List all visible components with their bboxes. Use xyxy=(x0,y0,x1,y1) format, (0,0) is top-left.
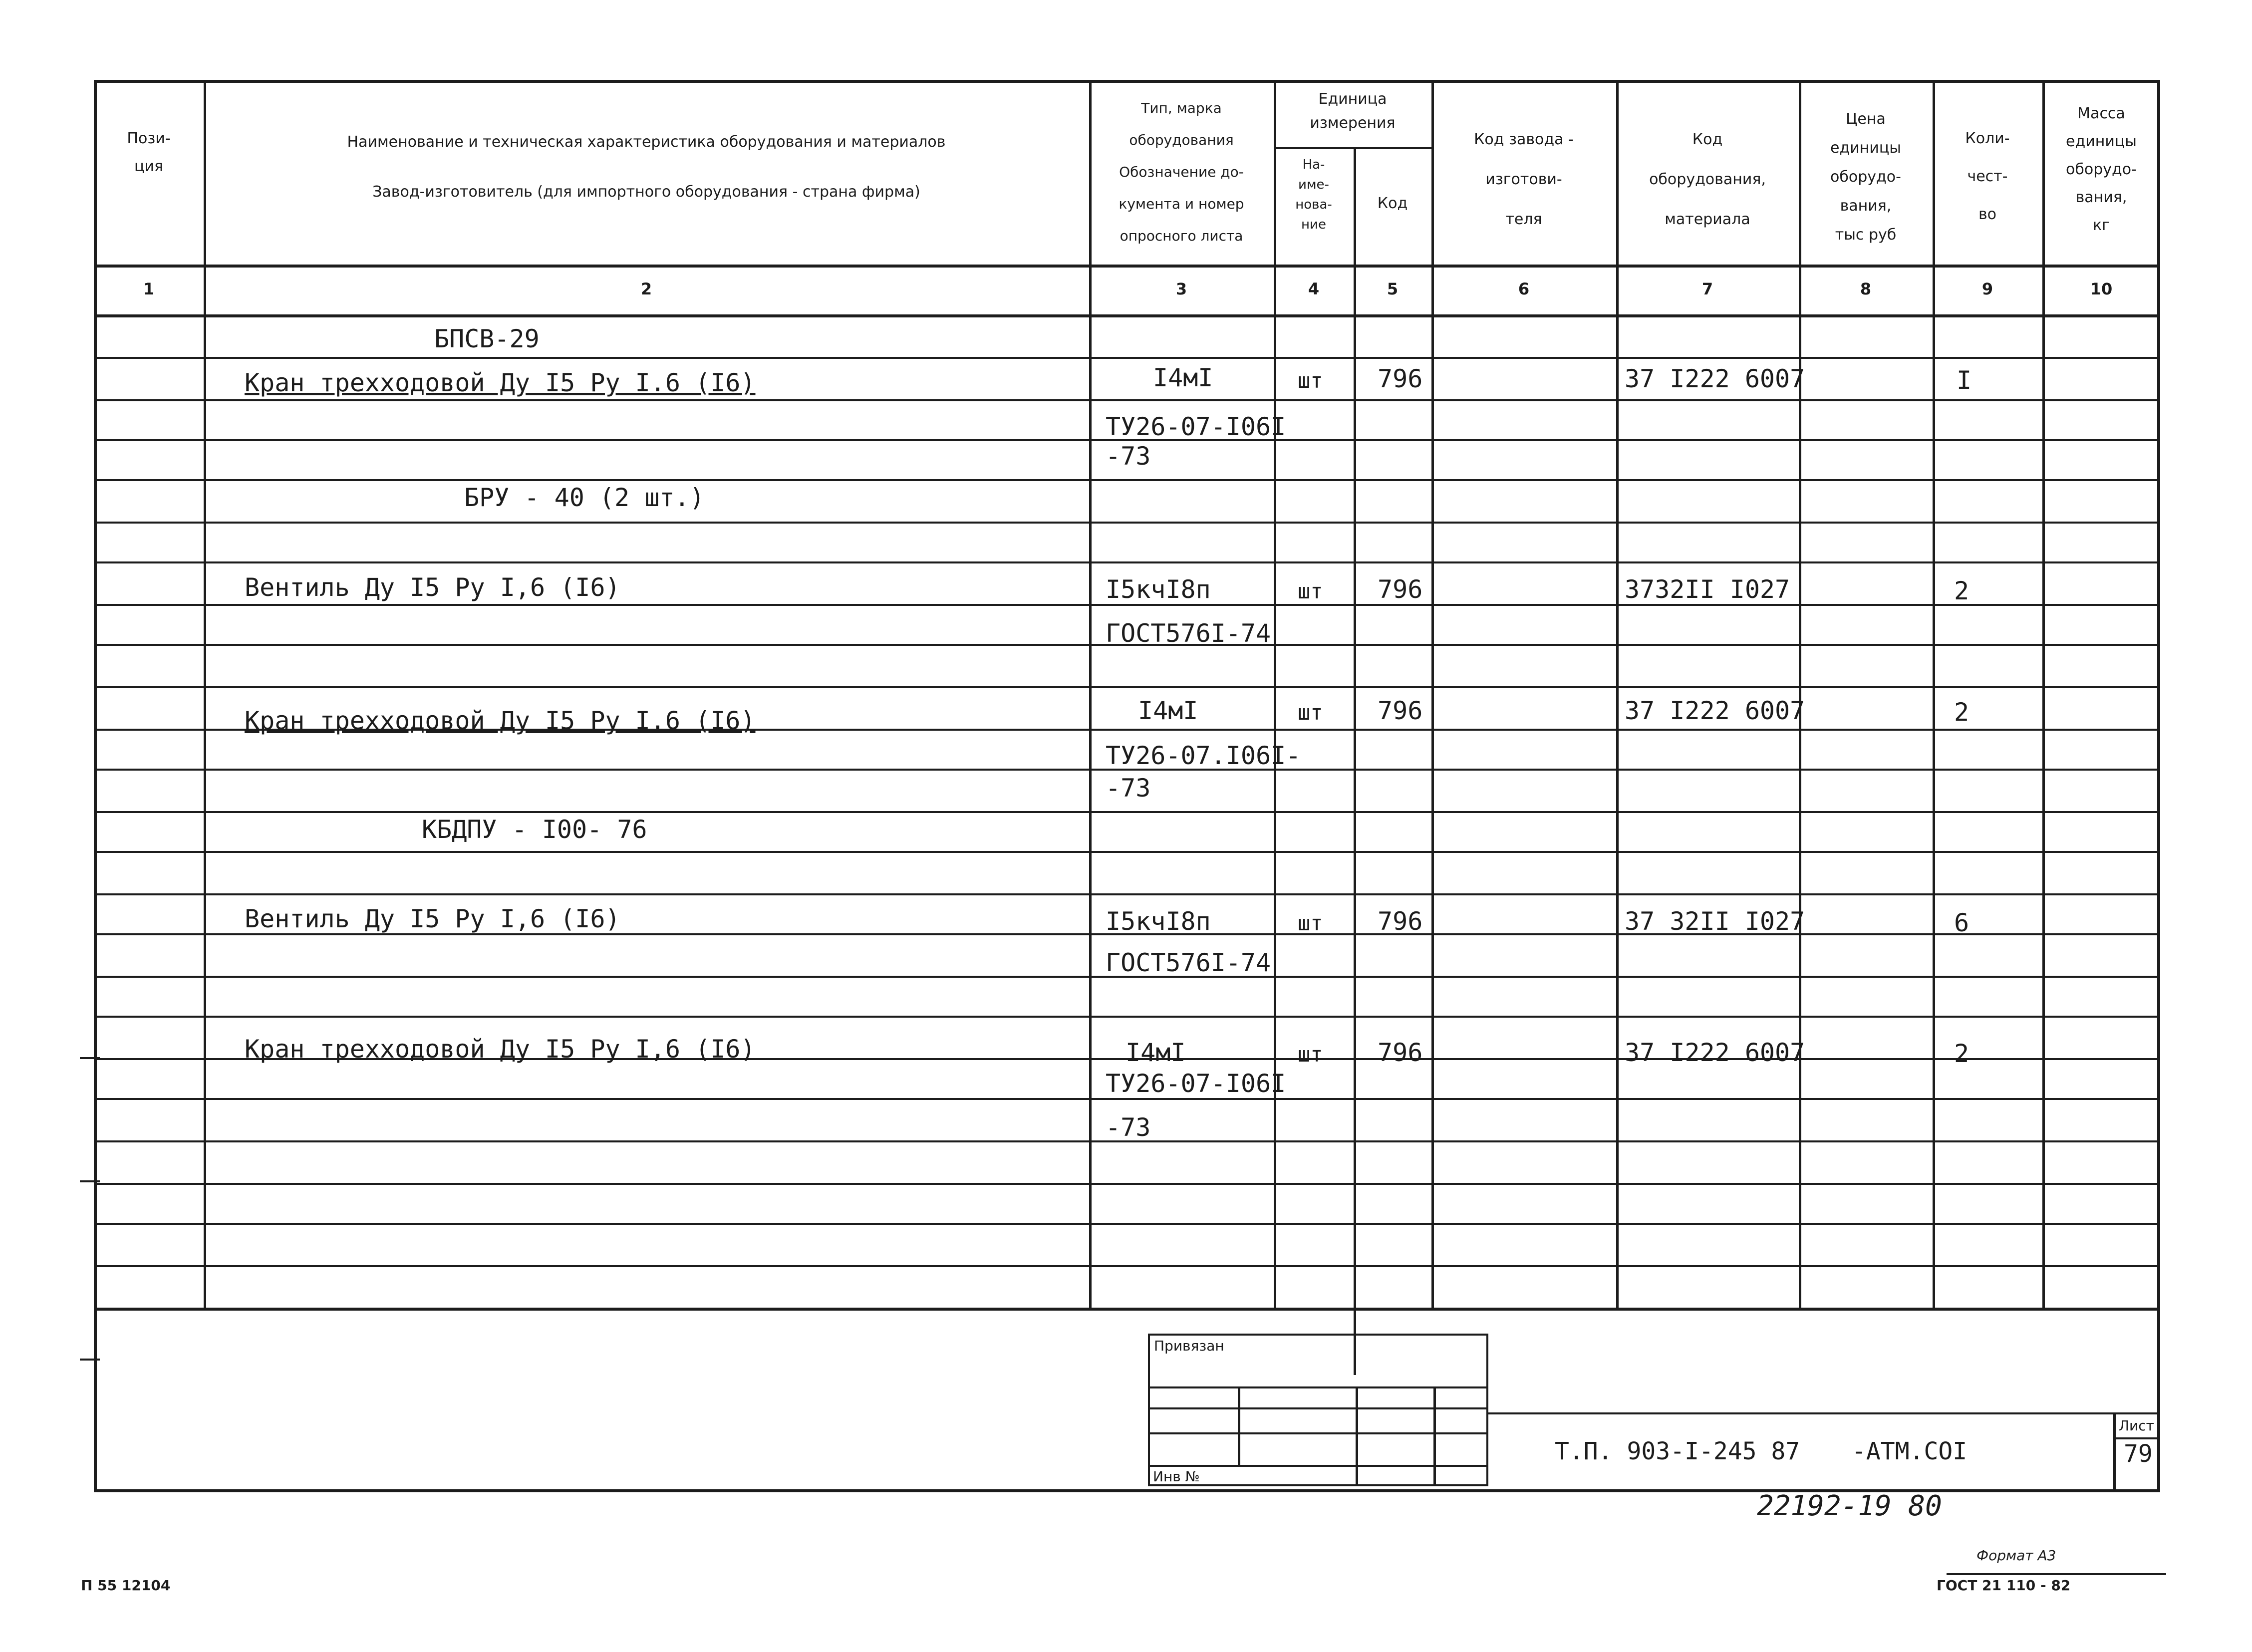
row-2-type: I4мI xyxy=(1153,363,1213,392)
row-19-type: ТУ26-07-I06I xyxy=(1106,1069,1286,1098)
col-number-5: 5 xyxy=(1387,279,1399,298)
row-15-code: 796 xyxy=(1378,907,1423,936)
row-18-qty: 2 xyxy=(1954,1039,1970,1068)
header-position: Пози- ция xyxy=(127,130,171,175)
header-maker-code: Код завода - изготови- теля xyxy=(1474,131,1574,228)
row-7-qty: 2 xyxy=(1954,576,1970,605)
document-code: Т.П. 903-I-245 87 xyxy=(1555,1437,1800,1465)
stamp-inv-label: Инв № xyxy=(1153,1468,1200,1485)
row-10-code: 796 xyxy=(1378,696,1423,725)
row-2-unit: шт xyxy=(1298,368,1323,393)
col-number-10: 10 xyxy=(2090,279,2113,298)
row-8-type: ГОСТ576I-74 xyxy=(1106,619,1271,648)
row-15-unit: шт xyxy=(1298,911,1323,935)
header-mass: Масса единицы оборудо- вания, кг xyxy=(2066,105,2137,234)
row-15-qty: 6 xyxy=(1954,908,1970,937)
col-number-3: 3 xyxy=(1175,279,1187,298)
archive-number: 22192-19 80 xyxy=(1757,1490,1942,1522)
row-10-qty: 2 xyxy=(1954,698,1970,727)
col-number-1: 1 xyxy=(143,279,155,298)
row-5-name: БРУ - 40 (2 шт.) xyxy=(464,483,705,512)
row-15-type: I5кчI8п xyxy=(1106,907,1211,936)
header-unit-code: Код xyxy=(1377,195,1408,212)
margin-tick xyxy=(80,1359,100,1361)
row-12-type: -73 xyxy=(1106,774,1151,803)
footer-left: П 55 12104 xyxy=(81,1577,171,1594)
footer-gost: ГОСТ 21 110 - 82 xyxy=(1937,1577,2071,1594)
row-11-type: ТУ26-07.I06I- xyxy=(1106,741,1301,770)
sheet-label: Лист xyxy=(2119,1417,2154,1434)
margin-tick xyxy=(80,1057,100,1059)
row-20-type: -73 xyxy=(1106,1113,1151,1142)
col-number-2: 2 xyxy=(640,279,652,298)
row-10-unit: шт xyxy=(1298,700,1323,725)
row-18-type: I4мI xyxy=(1126,1038,1186,1067)
row-7-mcode: 3732II I027 xyxy=(1625,575,1790,604)
stamp-privyazan-box xyxy=(1148,1334,1488,1486)
row-10-type: I4мI xyxy=(1138,696,1198,725)
row-2-code: 796 xyxy=(1378,364,1423,393)
row-18-name: Кран трехходовой Ду I5 Ру I,6 (I6) xyxy=(245,1035,756,1064)
row-10-name: Кран трехходовой Ду I5 Ру I.6 (I6) xyxy=(245,706,756,735)
row-10-mcode: 37 I222 6007 xyxy=(1625,696,1805,725)
col-number-6: 6 xyxy=(1518,279,1530,298)
row-15-name: Вентиль Ду I5 Ру I,6 (I6) xyxy=(245,904,620,933)
header-unit: Единица измерения xyxy=(1310,90,1396,132)
header-material-code: Код оборудования, материала xyxy=(1649,131,1766,228)
row-4-type: -73 xyxy=(1106,442,1151,471)
row-15-mcode: 37 32II I027 xyxy=(1625,907,1805,936)
row-1-name: БПСВ-29 xyxy=(434,324,540,353)
format-label: Формат А3 xyxy=(1976,1547,2056,1564)
stamp-privyazan-label: Привязан xyxy=(1154,1338,1224,1354)
col-number-7: 7 xyxy=(1701,279,1713,298)
margin-tick xyxy=(80,1180,100,1182)
col-number-8: 8 xyxy=(1860,279,1872,298)
col-number-4: 4 xyxy=(1308,279,1320,298)
header-quantity: Коли- чест- во xyxy=(1965,130,2010,223)
row-18-code: 796 xyxy=(1378,1038,1423,1067)
header-unit-name: На- име- нова- ние xyxy=(1295,157,1332,232)
document-suffix: -АТМ.СОI xyxy=(1852,1437,1968,1465)
row-2-name: Кран трехходовой Ду I5 Ру I.6 (I6) xyxy=(245,368,756,397)
header-type: Тип, марка оборудования Обозначение до- кумента и номер опросного листа xyxy=(1119,100,1244,244)
col-number-9: 9 xyxy=(1981,279,1993,298)
row-7-name: Вентиль Ду I5 Ру I,6 (I6) xyxy=(245,573,620,602)
row-13-name: КБДПУ - I00- 76 xyxy=(422,815,647,844)
header-price: Цена единицы оборудо- вания, тыс руб xyxy=(1830,110,1901,244)
row-16-type: ГОСТ576I-74 xyxy=(1106,948,1271,977)
row-3-type: ТУ26-07-I06I xyxy=(1106,412,1286,441)
row-2-mcode: 37 I222 6007 xyxy=(1625,364,1805,393)
header-name: Наименование и техническая характеристика оборудования и материалов Завод-изготовитель (для импортного оборудования - страна фирма) xyxy=(347,133,946,201)
sheet-number: 79 xyxy=(2124,1440,2153,1468)
row-7-unit: шт xyxy=(1298,579,1323,603)
row-18-mcode: 37 I222 6007 xyxy=(1625,1038,1805,1067)
row-7-code: 796 xyxy=(1378,575,1423,604)
row-18-unit: шт xyxy=(1298,1042,1323,1067)
row-7-type: I5кчI8п xyxy=(1106,575,1211,604)
row-2-qty: I xyxy=(1957,366,1972,395)
